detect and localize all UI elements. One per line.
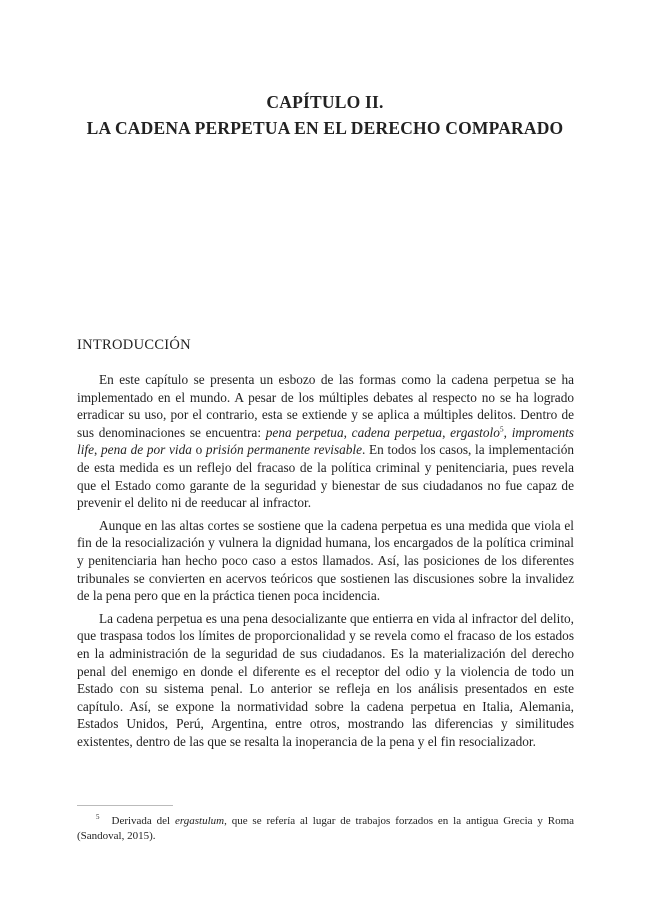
term-prision-permanente-revisable: prisión permanente revisable [205,442,363,458]
term-improments-life: improments life [77,424,574,458]
chapter-title: LA CADENA PERPETUA EN EL DERECHO COMPARADO [86,118,564,138]
paragraph-1 [77,371,574,512]
footnote-term-ergastulum: ergastulum [174,815,225,827]
paragraph-2: Aunque en las altas cortes se sostiene que la cadena perpetua es una medida que viola el fin de la resocialización y vulnera la dignidad humana, los encargados de la política criminal y penitenciaria han hecho poco caso a estos llamados. Así, las posiciones de los diferentes tribunales se convierten en acervos teóricos que sostienen las discusiones sobre la invalidez de la pena pero que en la práctica tienen poca incidencia. [77,517,574,604]
separator: , [503,424,512,440]
footnote-number: 5 [96,813,100,822]
term-pena-de-por-vida: pena de por vida [101,442,192,458]
footnote-text-b: , que se refería al lugar de trabajos forzados en la antigua Grecia y Roma (Sandoval, 2015). [77,815,575,842]
footnote-divider [77,805,173,806]
paragraph-3: La cadena perpetua es una pena desocializante que entierra en vida al infractor del delito, que traspasa todos los límites de proporcionalidad y se revela como el fracaso de los estados en la administración de la seguridad de sus ciudadanos. Es la materialización del derecho penal del enemigo en donde el diferente es el receptor del odio y la violencia de todo un Estado con su sistema penal. Lo anterior se refleja en los análisis presentados en este capítulo. Así, se expone la normatividad sobre la cadena perpetua en Italia, Alemania, Estados Unidos, Perú, Argentina, entre otros, mostrando las diferencias y similitudes existentes, dentro de las que se resalta la inoperancia de la pena y el fin resocializador. [77,610,574,749]
separator: , [442,424,451,440]
term-cadena-perpetua: cadena perpetua [351,424,443,440]
footnote-text-a: Derivada del [111,815,175,827]
term-pena-perpetua: pena perpetua [265,424,344,440]
separator: , [343,424,352,440]
chapter-number: CAPÍTULO II. [266,92,384,112]
footnote [77,814,574,844]
separator: o [191,442,206,458]
body-text [77,371,574,755]
paragraph-1-text-a: En este capítulo se presenta un esbozo de las formas como la cadena perpetua se ha implementado en el mundo. A pesar de los múltiples debates al respecto no se ha logrado erradicar su uso, por el contrario, esta se extiende y se aplica a múltiples delitos. Dentro de sus denominaciones se encuentra: [77,372,574,440]
separator: , [94,442,102,458]
footnote-reference[interactable]: 5 [499,424,504,434]
term-ergastolo: ergastolo [450,424,500,440]
section-heading: INTRODUCCIÓN [77,337,191,353]
paragraph-1-text-b: . En todos los casos, la implementación de esta medida es un reflejo del fracaso de la política criminal y penitenciaria, pues revela que el Estado como garante de la seguridad y bienestar de sus ciudadanos no fue capaz de prevenir el delito ni de reeducar al infractor. [77,442,574,511]
